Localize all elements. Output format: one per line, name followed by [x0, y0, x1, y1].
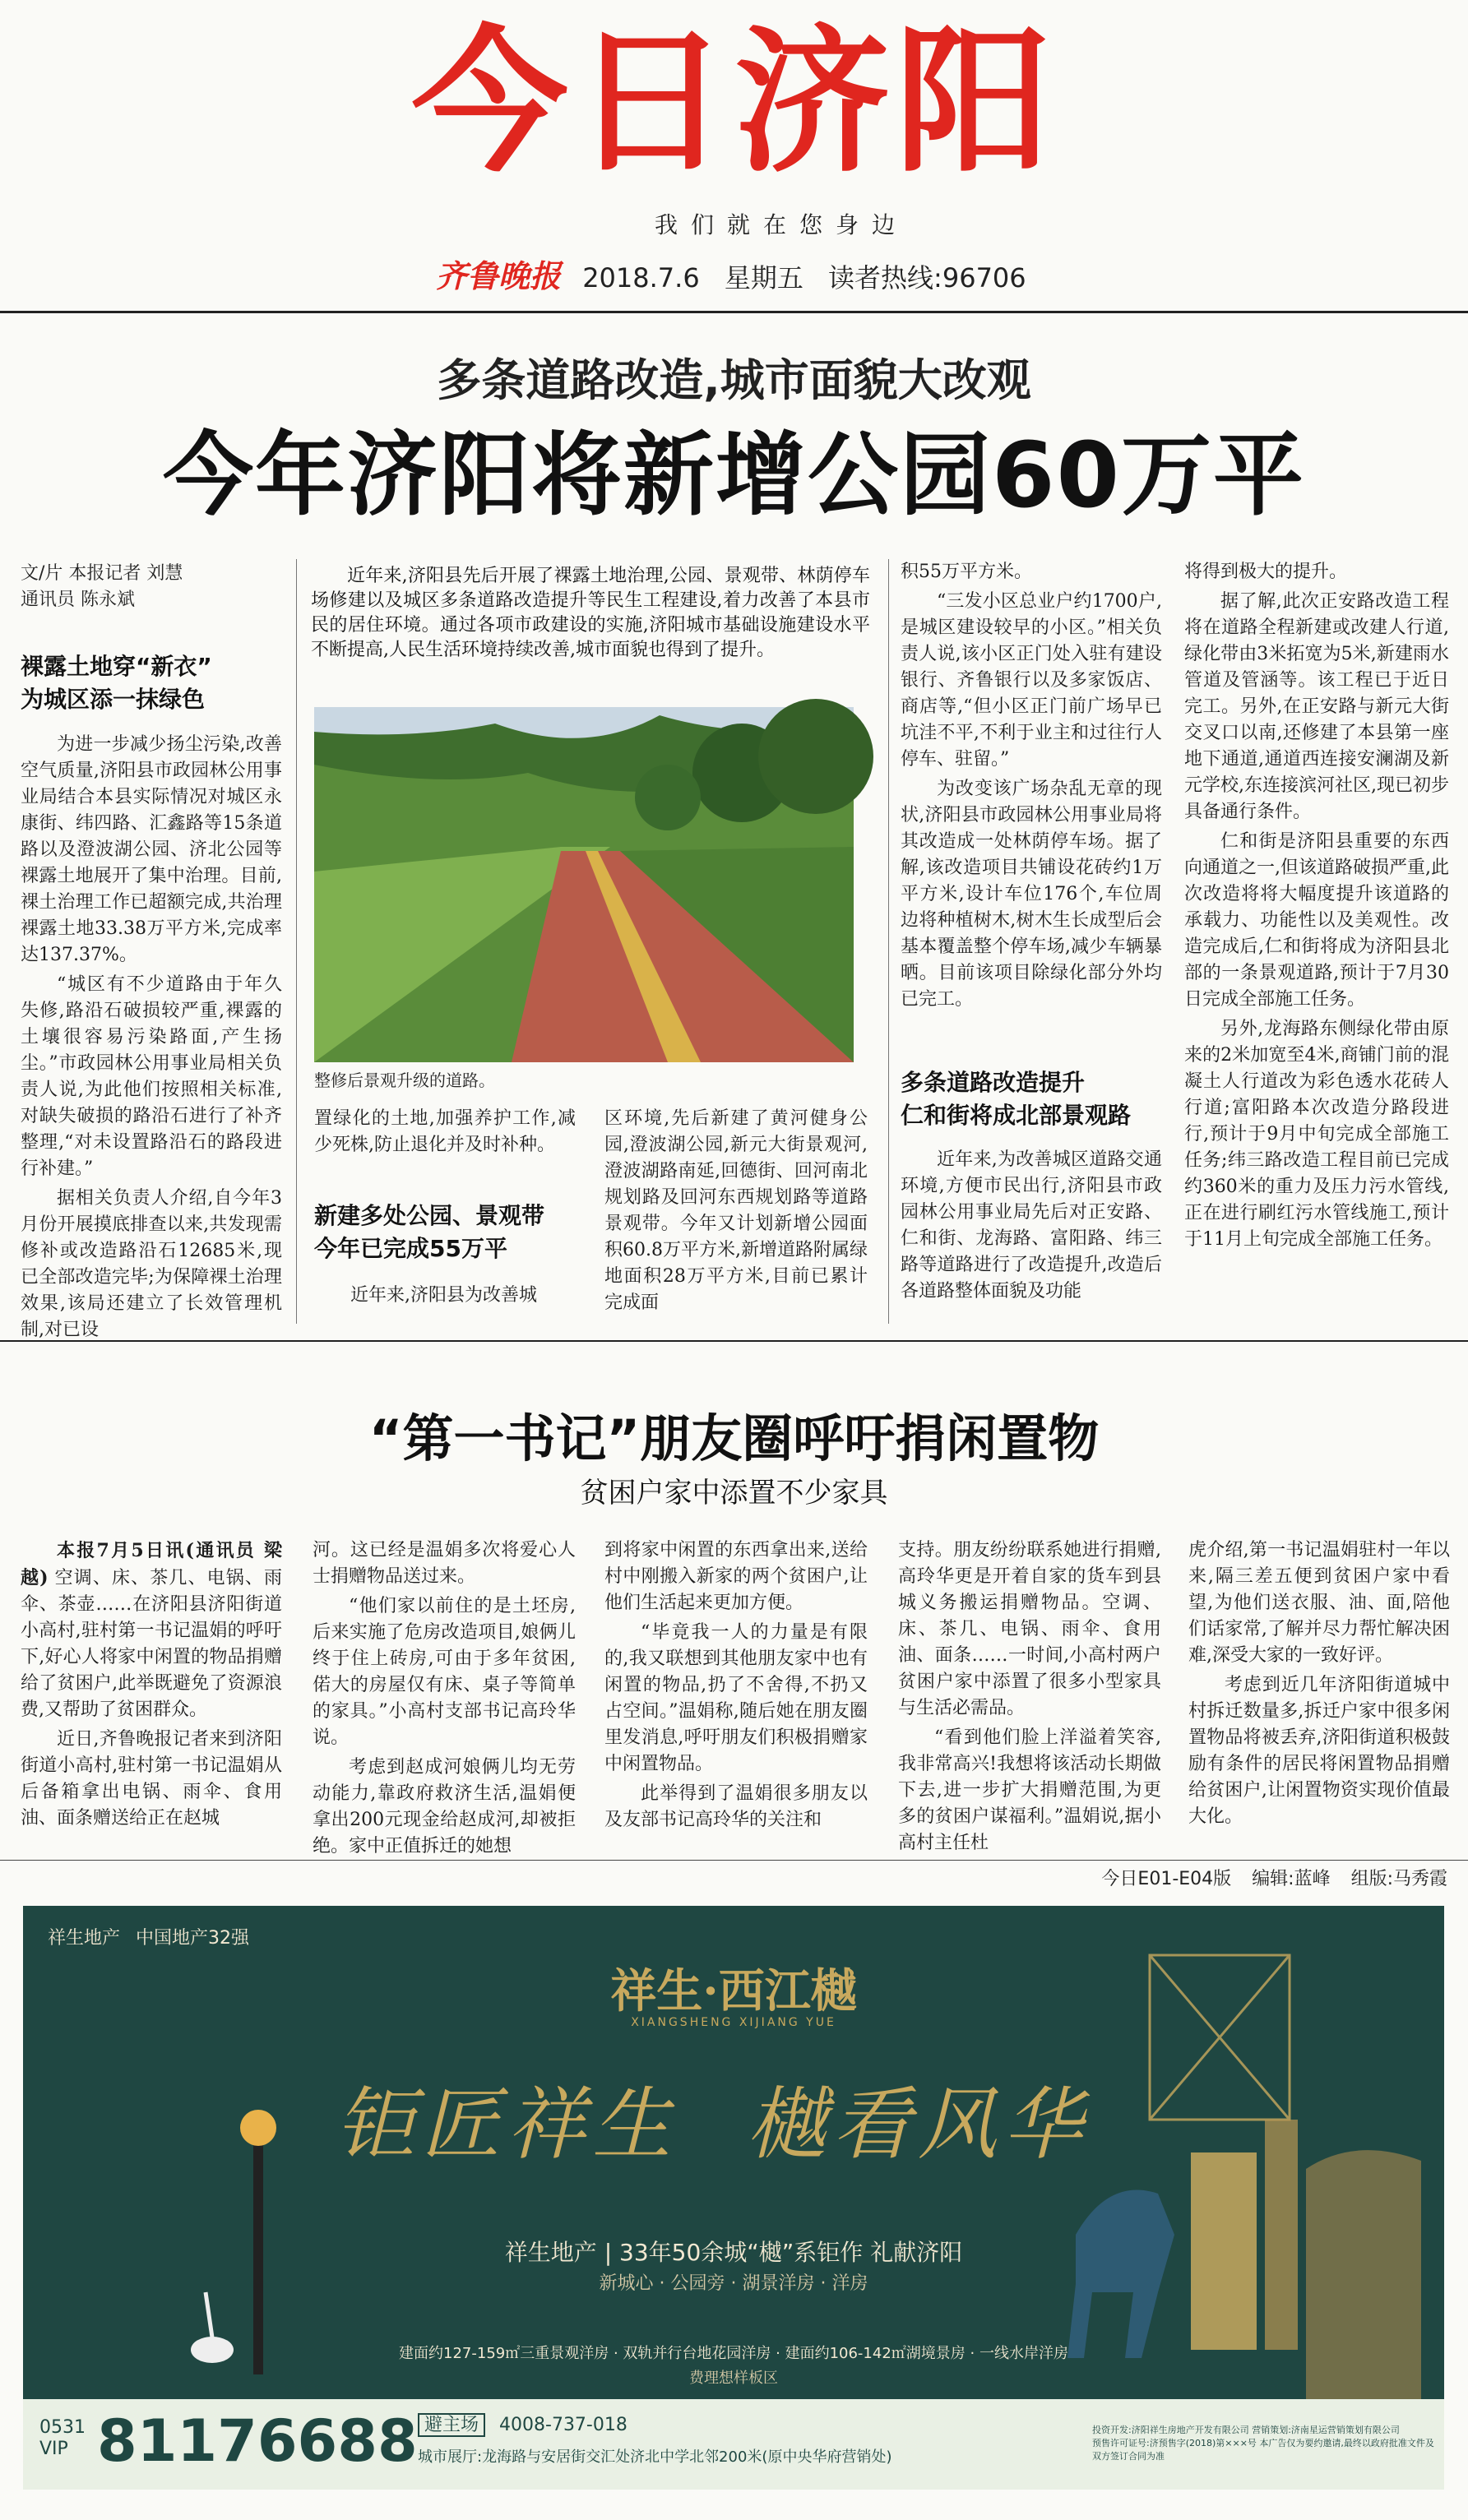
section-divider: [0, 1340, 1468, 1342]
paragraph: “三发小区总业户约1700户,是城区建设较早的小区。”相关负责人说,该小区正门处入驻有建设银行、齐鲁银行以及多家饭店、商店等,“但小区正门前广场早已坑洼不平,不利于业主和过往行人停车、驻留。”: [901, 591, 1162, 770]
paragraph: 近日,齐鲁晚报记者来到济阳街道小高村,驻村第一书记温娟从后备箱拿出电锅、雨伞、食用油、面条赠送给正在赵城: [21, 1729, 282, 1829]
ad-tagline-2: 新城心 · 公园旁 · 湖景洋房 · 洋房: [599, 2273, 868, 2294]
issue-weekday: 星期五: [724, 262, 803, 294]
story1-column-5: [1184, 559, 1449, 1324]
paragraph: 另外,龙海路东侧绿化带由原来的2米加宽至4米,商铺门前的混凝土人行道改为彩色透水花砖人行道;富阳路本次改造分路段进行,预计于9月中旬完成全部施工任务;纬三路改造工程目前已完成约360米的重力及压力污水管线,正在进行刷红污水管线施工,预计于11月上旬完成全部施工任务。: [1184, 1019, 1449, 1250]
phone-prefix: [39, 2417, 86, 2460]
story2-column-5: [1188, 1537, 1450, 1858]
real-estate-ad: [23, 1906, 1444, 2490]
story1-subhead-2a: 新建多处公园、景观带: [314, 1202, 545, 1229]
issue-date: 2018.7.6: [582, 262, 700, 294]
story1-lead: [311, 564, 870, 696]
hotline-label: 读者热线:: [828, 262, 942, 294]
photo-caption: 整修后景观升级的道路。: [314, 1070, 495, 1090]
masthead-slogan: 我们就在您身边: [654, 211, 908, 238]
story1-column-3: [604, 1106, 868, 1320]
story1-column-2: [314, 1106, 576, 1188]
story1-column-2b: [314, 1283, 576, 1315]
paragraph: “他们家以前住的是土坯房,后来实施了危房改造项目,娘俩儿终于住上砖房,可由于多年贫困,偌大的房屋仅有床、桌子等简单的家具。”小高村支部书记高玲华说。: [313, 1596, 576, 1748]
paragraph-text: 空调、床、茶几、电锅、雨伞、茶壶……在济阳县济阳街道小高村,驻村第一书记温娟的呼吁下,好心人将家中闲置的物品捐赠给了贫困户,此举既避免了资源浪费,又帮助了贫困群众。: [21, 1568, 282, 1720]
masthead-divider: [0, 311, 1468, 313]
story2-headline: “第一书记”朋友圈呼吁捐闲置物: [368, 1408, 1100, 1468]
paragraph: “毕竟我一人的力量是有限的,我又联想到其他朋友家中也有闲置的物品,扔了不舍得,不扔又占空间。”温娟称,随后她在朋友圈里发消息,呼吁朋友们积极捐赠家中闲置物品。: [604, 1622, 868, 1774]
column-divider: [296, 559, 297, 1324]
footer-divider: [0, 1860, 1468, 1861]
masthead: [0, 0, 1468, 304]
story2-dateline: 本报7月5日讯(通讯员 梁越): [21, 1540, 282, 1588]
story1-column-4: [901, 559, 1162, 1052]
paragraph: 积55万平方米。: [901, 562, 1032, 582]
story1-kicker: 多条道路改造,城市面貌大改观: [437, 354, 1031, 406]
story1-subhead-1a: 裸露土地穿“新衣”: [21, 653, 212, 680]
story1-subhead-2b: 今年已完成55万平: [314, 1235, 507, 1262]
story2-column-4: [898, 1537, 1161, 1858]
ad-tagline: 祥生地产 | 33年50余城“樾”系钜作 礼献济阳: [504, 2239, 963, 2266]
partner-logo: 避主场: [418, 2413, 485, 2437]
story2-column-3: [604, 1537, 868, 1858]
story1-subhead-3b: 仁和街将成北部景观路: [901, 1102, 1132, 1129]
partner-info: [418, 2411, 627, 2436]
paragraph: 置绿化的土地,加强养护工作,减少死株,防止退化并及时补种。: [314, 1108, 576, 1155]
story1-subhead-1b: 为城区添一抹绿色: [21, 686, 206, 713]
paragraph: 为进一步减少扬尘污染,改善空气质量,济阳县市政园林公用事业局结合本县实际情况对城区永康街、纬四路、汇鑫路等15条道路以及澄波湖公园、济北公园等裸露土地展开了集中治理。目前,裸土治理工作已超额完成,共治理裸露土地33.38万平方米,完成率达137.37%。: [21, 734, 282, 965]
ad-address: 城市展厅:龙海路与安居街交汇处济北中学北邻200米(原中央华府营销处): [418, 2448, 892, 2466]
designer-label: 组版:马秀霞: [1350, 1869, 1447, 1889]
ad-project-en: XIANGSHENG XIJIANG YUE: [631, 2016, 836, 2029]
edition-label: 今日E01-E04版: [1101, 1869, 1232, 1889]
disclaimer-line-2: 预售许可证号:济预售字(2018)第×××号 本广告仅为要约邀请,最终以政府批准文件及双方签订合同为准: [1092, 2438, 1434, 2462]
paragraph: 支持。朋友纷纷联系她进行捐赠,高玲华更是开着自家的货车到县城义务搬运捐赠物品。空调、床、茶几、电锅、雨伞、食用油、面条……一时间,小高村两户贫困户家中添置了很多小型家具与生活必需品。: [898, 1540, 1161, 1718]
story2-subheadline: 贫困户家中添置不少家具: [580, 1477, 888, 1510]
paragraph: 为改变该广场杂乱无章的现状,济阳县市政园林公用事业局将其改造成一处林荫停车场。据了解,该改造项目共铺设花砖约1万平方米,设计车位176个,车位周边将种植树木,树木生长成型后会基本覆盖整个停车场,减少车辆暴晒。目前该项目除绿化部分外均已完工。: [901, 779, 1162, 1010]
disclaimer-line-1: 投资开发:济阳祥生房地产开发有限公司 营销策划:济南星运营销策划有限公司: [1092, 2425, 1400, 2435]
story1-byline-2: 通讯员 陈永斌: [21, 590, 135, 610]
ad-project-name: 祥生·西江樾: [610, 1964, 857, 2018]
story1-headline: 今年济阳将新增公园60万平: [162, 423, 1306, 528]
lead-paragraph: 近年来,济阳县先后开展了裸露土地治理,公园、景观带、林荫停车场修建以及城区多条道路改造提升等民生工程建设,着力改善了本县市民的居住环境。通过各项市政建设的实施,济阳城市基础设施建设水平不断提高,人民生活环境持续改善,城市面貌也得到了提升。: [311, 566, 870, 660]
paragraph: 到将家中闲置的东西拿出来,送给村中刚搬入新家的两个贫困户,让他们生活起来更加方便。: [604, 1540, 868, 1613]
paragraph: 据相关负责人介绍,自今年3月份开展摸底排查以来,共发现需修补或改造路沿石12685米,现已全部改造完毕;为保障裸土治理效果,该局还建立了长效管理机制,对已设: [21, 1188, 282, 1340]
ad-logos: [48, 1924, 249, 1949]
brand-logo: 齐鲁晚报: [436, 257, 562, 294]
story1-byline-1: 文/片 本报记者 刘慧: [21, 563, 183, 584]
paragraph: 将得到极大的提升。: [1184, 562, 1348, 582]
paragraph: 近年来,为改善城区道路交通环境,方便市民出行,济阳县市政园林公用事业局先后对正安路、仁和街、龙海路、富阳路、纬三路等道路进行了改造提升,改造后各道路整体面貌及功能: [901, 1149, 1162, 1302]
masthead-dateline: [436, 251, 1176, 296]
partner-phone: 4008-737-018: [499, 2415, 627, 2435]
ad-disclaimer: [1092, 2424, 1438, 2463]
ad-features: 建面约127-159㎡三重景观洋房 · 双轨并行台地花园洋房 · 建面约106-142㎡湖境景房 · 一线水岸洋房: [399, 2345, 1068, 2362]
park-path-photo: [314, 707, 854, 1062]
developer-logo: 祥生地产: [48, 1928, 121, 1949]
column-divider: [888, 559, 889, 1324]
paragraph: 近年来,济阳县为改善城: [350, 1285, 537, 1306]
paragraph: 河。这已经是温娟多次将爱心人士捐赠物品送过来。: [313, 1540, 576, 1587]
ad-phone: 81176688: [97, 2407, 418, 2475]
story1-column-1: [21, 732, 282, 1340]
editor-label: 编辑:蓝峰: [1252, 1869, 1331, 1889]
park-path-illustration: [314, 707, 854, 1062]
masthead-title: 今日济阳: [411, 12, 1057, 193]
paragraph: 据了解,此次正安路改造工程将在道路全程新建或改建人行道,绿化带由3米拓宽为5米,新建雨水管道及管涵等。该工程已于近日完工。另外,在正安路与新元大街交叉口以南,还修建了本县第一座地下通道,通道西连接安澜湖及新元学校,东连接滨河社区,现已初步具备通行条件。: [1184, 591, 1449, 822]
hotline-number: 96706: [942, 262, 1026, 294]
phone-vip: VIP: [39, 2439, 68, 2459]
ad-slogan-left: 钜匠祥生: [336, 2078, 678, 2171]
page-info: [1101, 1865, 1447, 1890]
ranking-logo: 中国地产32强: [136, 1928, 250, 1949]
paragraph: “城区有不少道路由于年久失修,路沿石破损较严重,裸露的土壤很容易污染路面,产生扬尘。”市政园林公用事业局相关负责人说,为此他们按照相关标准,对缺失破损的路沿石进行了补齐整理,“对未设置路沿石的路段进行补建。”: [21, 974, 282, 1179]
story1-column-4b: [901, 1147, 1162, 1324]
paragraph: 考虑到近几年济阳街道城中村拆迁数量多,拆迁户家中很多闲置物品将被丢弃,济阳街道积极鼓励有条件的居民将闲置物品捐赠给贫困户,让闲置物资实现价值最大化。: [1188, 1675, 1450, 1827]
ad-features-2: 费理想样板区: [689, 2370, 778, 2387]
ad-contact-strip: [23, 2399, 1444, 2490]
paragraph: 此举得到了温娟很多朋友以及友部书记高玲华的关注和: [604, 1783, 868, 1830]
phone-area: 0531: [39, 2417, 86, 2438]
paragraph: [21, 1537, 282, 1723]
paragraph: 考虑到赵成河娘俩儿均无劳动能力,靠政府救济生活,温娟便拿出200元现金给赵成河,却被拒绝。家中正值拆迁的她想: [313, 1757, 576, 1856]
paragraph: 仁和街是济阳县重要的东西向通道之一,但该道路破损严重,此次改造将将大幅度提升该道路的承载力、功能性以及美观性。改造完成后,仁和街将成为济阳县北部的一条景观道路,预计于7月30日完成全部施工任务。: [1184, 831, 1449, 1010]
ad-slogan-right: 樾看风华: [747, 2078, 1089, 2171]
paragraph: 区环境,先后新建了黄河健身公园,澄波湖公园,新元大街景观河,澄波湖路南延,回德街、回河南北规划路及回河东西规划路等道路景观带。今年又计划新增公园面积60.8万平方米,新增道路附属绿地面积28万平方米,目前已累计完成面: [604, 1108, 868, 1313]
paragraph: 虎介绍,第一书记温娟驻村一年以来,隔三差五便到贫困户家中看望,为他们送衣服、油、面,陪他们话家常,了解并尽力帮忙解决困难,深受大家的一致好评。: [1188, 1540, 1450, 1666]
paragraph: “看到他们脸上洋溢着笑容,我非常高兴!我想将该活动长期做下去,进一步扩大捐赠范围,为更多的贫困户谋福利。”温娟说,据小高村主任杜: [898, 1727, 1161, 1853]
story2-column-2: [313, 1537, 576, 1858]
story1-subhead-3a: 多条道路改造提升: [901, 1069, 1086, 1096]
story2-column-1: [21, 1537, 282, 1858]
